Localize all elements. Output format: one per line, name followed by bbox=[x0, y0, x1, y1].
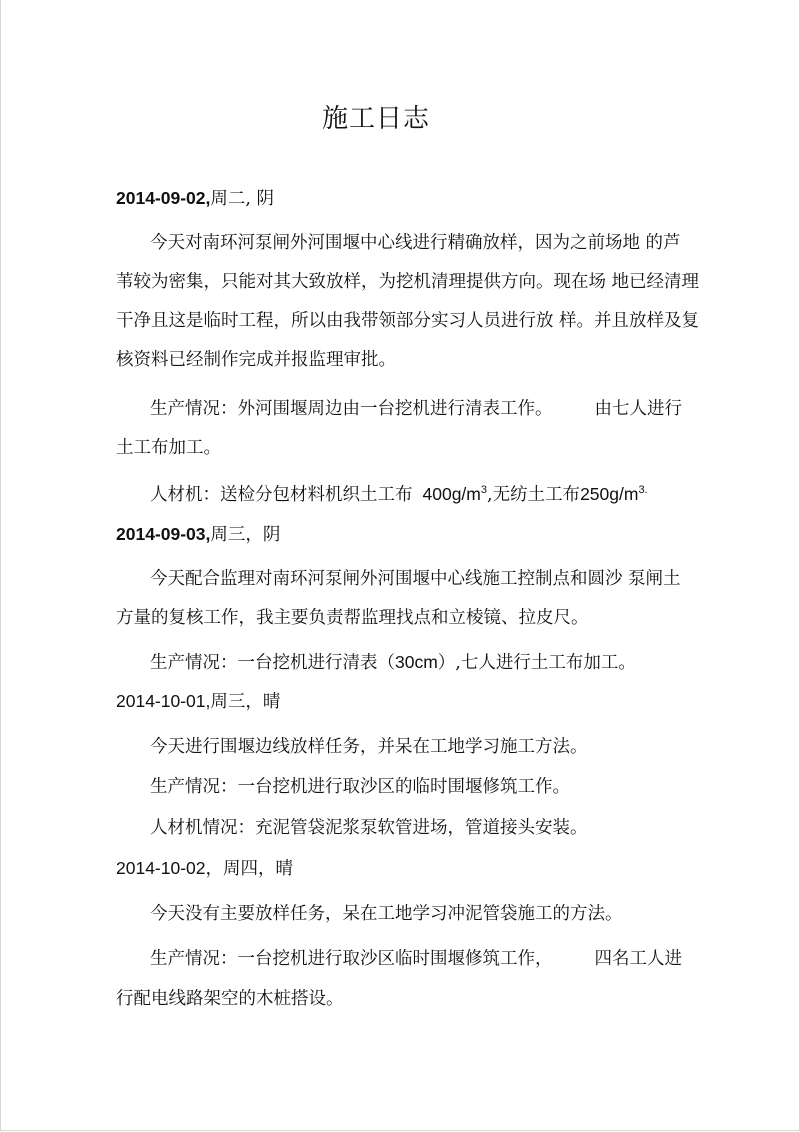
production-line: 生产情况：一台挖机进行取沙区的临时围堰修筑工作。 bbox=[150, 777, 570, 797]
material-line bbox=[150, 481, 648, 506]
production-value: 30cm bbox=[395, 652, 438, 672]
entry-header bbox=[116, 855, 293, 880]
entry-date: 2014-10-01, bbox=[116, 691, 211, 711]
production-text: 四名工人进 bbox=[594, 949, 682, 969]
entry-weekday-weather: 周四，晴 bbox=[223, 859, 294, 879]
material-text: ,无纺土工布 bbox=[487, 485, 581, 505]
production-line: 土工布加工。 bbox=[116, 438, 221, 458]
entry-date: 2014-09-03, bbox=[116, 524, 211, 544]
body-line: 苇较为密集，只能对其大致放样，为挖机清理提供方向。现在场 地已经清理 bbox=[116, 272, 700, 292]
material-line: 人材机情况：充泥管袋泥浆泵软管进场，管道接头安装。 bbox=[150, 818, 588, 838]
body-line: 今天没有主要放样任务，呆在工地学习冲泥管袋施工的方法。 bbox=[150, 904, 623, 924]
entry-date: 2014-09-02, bbox=[116, 188, 211, 208]
material-exponent: 3 bbox=[480, 484, 487, 496]
entry-header bbox=[116, 521, 280, 546]
production-text: 生产情况：外河围堰周边由一台挖机进行清表工作。 bbox=[150, 399, 553, 419]
page-title: 施工日志 bbox=[321, 104, 430, 134]
production-text: 生产情况：一台挖机进行清表（ bbox=[150, 653, 395, 673]
production-text: 由七人进行 bbox=[594, 399, 682, 419]
entry-date: 2014-10-02， bbox=[116, 858, 224, 878]
production-line bbox=[150, 649, 636, 674]
body-line: 今天对南环河泵闸外河围堰中心线进行精确放样，因为之前场地 的芦 bbox=[150, 233, 681, 253]
entry-weekday-weather: 周三，阴 bbox=[210, 525, 281, 545]
production-line bbox=[150, 945, 682, 970]
material-exponent: 3. bbox=[638, 484, 648, 496]
material-label: 人材机：送检分包材料机织土工布 bbox=[150, 485, 413, 505]
body-line: 今天配合监理对南环河泵闸外河围堰中心线施工控制点和圆沙 泵闸土 bbox=[150, 569, 681, 589]
body-line: 今天进行围堰边线放样任务，并呆在工地学习施工方法。 bbox=[150, 737, 588, 757]
body-line: 方量的复核工作，我主要负责帮监理找点和立棱镜、拉皮尺。 bbox=[116, 608, 589, 628]
production-text: 生产情况：一台挖机进行取沙区临时围堰修筑工作， bbox=[150, 949, 553, 969]
body-line: 核资料已经制作完成并报监理审批。 bbox=[116, 350, 396, 370]
production-line bbox=[150, 395, 682, 420]
entry-weekday-weather: 周二, 阴 bbox=[210, 189, 275, 209]
material-value: 400g/m bbox=[422, 484, 481, 504]
entry-weekday-weather: 周三，晴 bbox=[210, 692, 281, 712]
entry-header bbox=[116, 185, 274, 210]
production-text: ）,七人进行土工布加工。 bbox=[437, 653, 636, 673]
entry-header bbox=[116, 688, 280, 713]
body-line: 干净且这是临时工程，所以由我带领部分实习人员进行放 样。并且放样及复 bbox=[116, 311, 700, 331]
production-line: 行配电线路架空的木桩搭设。 bbox=[116, 989, 344, 1009]
material-value: 250g/m bbox=[580, 484, 639, 504]
